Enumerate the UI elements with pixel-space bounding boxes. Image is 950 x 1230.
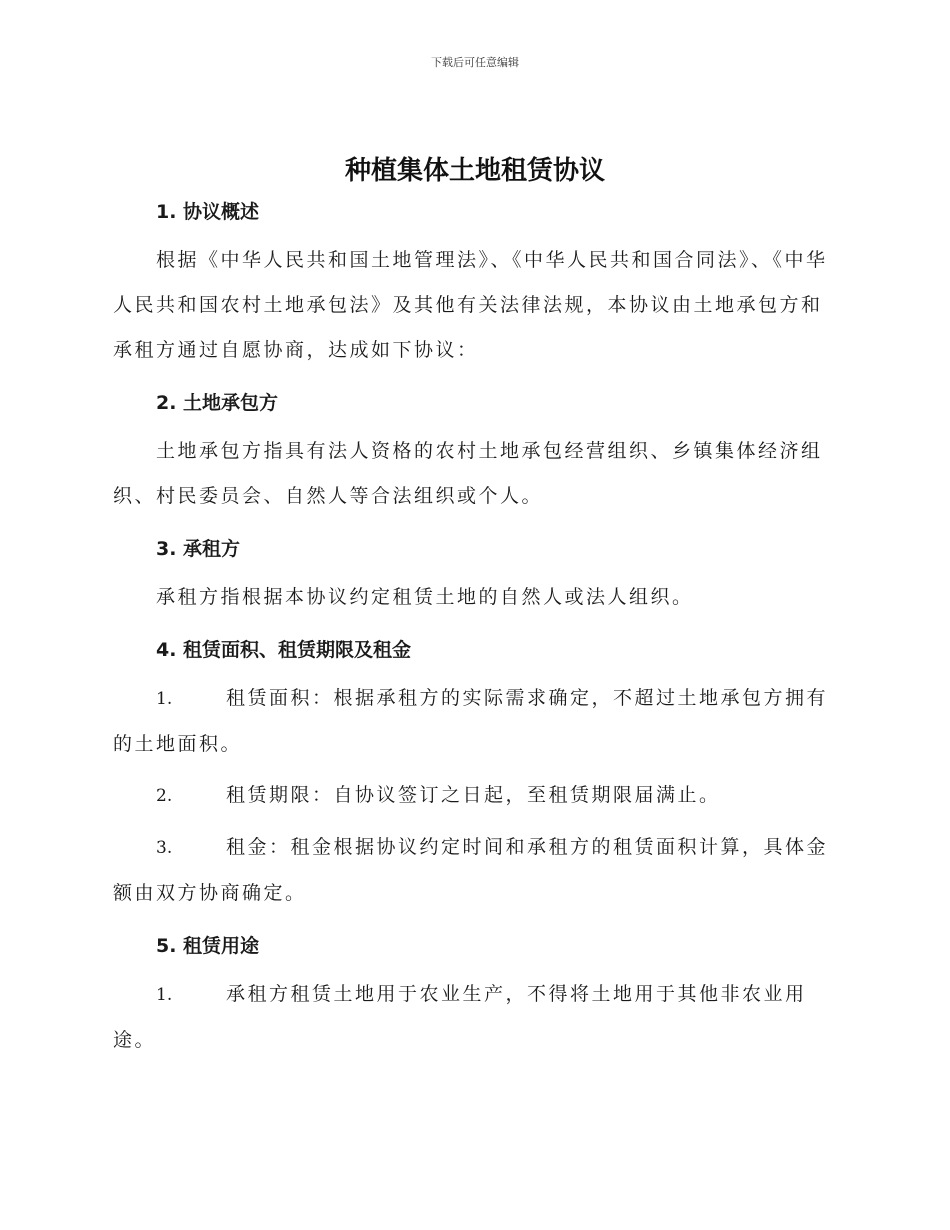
list-item-number: 1.: [156, 985, 173, 1005]
document-title: 种植集体土地租赁协议: [344, 156, 605, 186]
section-heading-overview: 1. 协议概述: [156, 201, 260, 223]
section-heading-lease-terms: 4. 租赁面积、租赁期限及租金: [156, 639, 412, 661]
list-item-text: 承租方租赁土地用于农业生产，不得将土地用于其他非农业用途。: [113, 983, 807, 1051]
document-body: [113, 192, 835, 1063]
section-paragraph-lessee: 承租方指根据本协议约定租赁土地的自然人或法人组织。: [156, 586, 694, 608]
list-item-number: 2.: [156, 786, 173, 806]
section-heading-land-contractor: 2. 土地承包方: [156, 392, 279, 414]
header-note: 下载后可任意编辑: [431, 56, 519, 69]
list-item-text: 租赁面积：根据承租方的实际需求确定，不超过土地承包方拥有的土地面积。: [113, 687, 829, 755]
list-item-text: 租金：租金根据协议约定时间和承租方的租赁面积计算，具体金额由双方协商确定。: [113, 836, 829, 904]
list-item-number: 1.: [156, 689, 173, 709]
list-item: [113, 676, 835, 767]
list-item: [113, 825, 835, 916]
section-heading-lessee: 3. 承租方: [156, 538, 241, 560]
list-item: [113, 773, 835, 819]
section-heading-lease-purpose: 5. 租赁用途: [156, 935, 260, 957]
list-item: [113, 972, 835, 1063]
section-paragraph-overview: 根据《中华人民共和国土地管理法》、《中华人民共和国合同法》、《中华人民共和国农村土地承包法》及其他有关法律法规，本协议由土地承包方和承租方通过自愿协商，达成如下协议：: [113, 249, 828, 361]
list-item-text: 租赁期限：自协议签订之日起，至租赁期限届满止。: [226, 784, 721, 806]
section-paragraph-land-contractor: 土地承包方指具有法人资格的农村土地承包经营组织、乡镇集体经济组织、村民委员会、自然人等合法组织或个人。: [113, 440, 823, 507]
list-item-number: 3.: [156, 838, 173, 858]
